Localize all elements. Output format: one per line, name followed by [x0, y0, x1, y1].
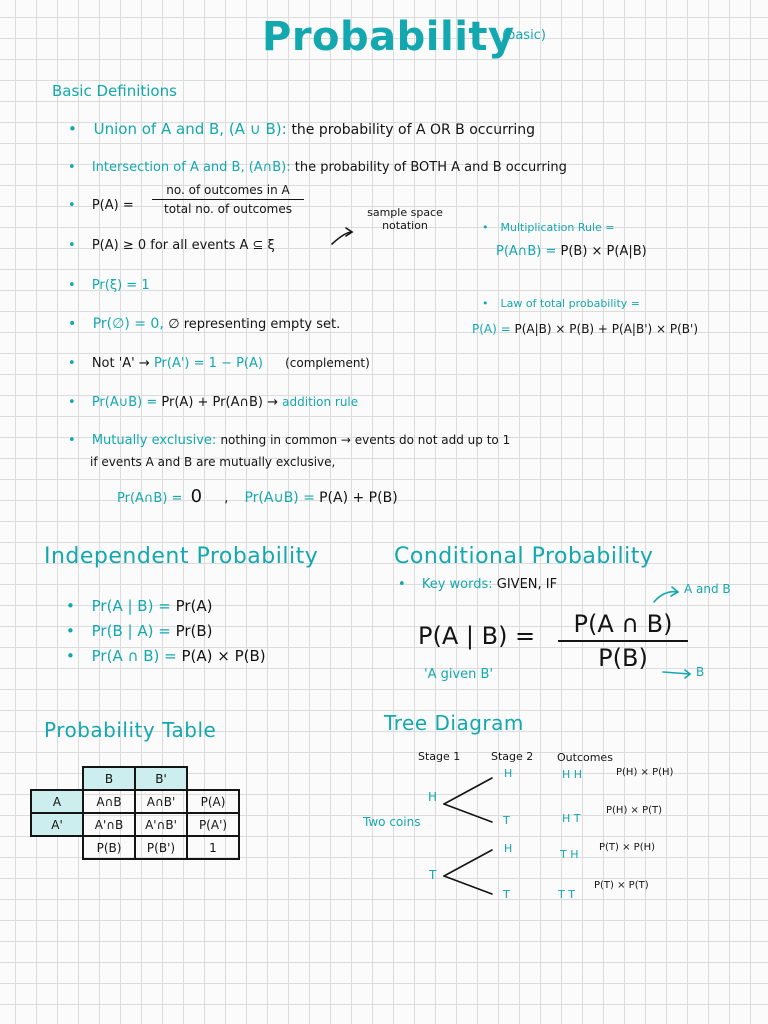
mutex-comma: ,	[224, 491, 229, 506]
total-rhs: P(A|B) × P(B) + P(A|B') × P(B')	[514, 322, 698, 336]
conditional-denominator: P(B)	[598, 644, 648, 672]
mutex-zero: 0	[190, 486, 203, 507]
union-label: Union of A and B, (A ∪ B):	[93, 120, 287, 138]
mult-heading: • Multiplication Rule =	[482, 221, 615, 234]
mult-rhs: P(B) × P(A|B)	[560, 244, 647, 259]
tree-outcome: H H	[562, 768, 583, 781]
addition-note: addition rule	[282, 395, 359, 409]
table-cell: A'∩B'	[135, 813, 187, 836]
tree-prob: P(T) × P(T)	[594, 880, 649, 891]
mutex-if: if events A and B are mutually exclusive,	[90, 455, 336, 469]
intersection-label: Intersection of A and B, (A∩B):	[91, 160, 291, 175]
table-cell: P(A')	[187, 813, 239, 836]
independent-line-3: • Pr(A ∩ B) = P(A) × P(B)	[66, 647, 266, 665]
table-total: P(B)	[83, 836, 135, 859]
tree-prob: P(H) × P(H)	[616, 767, 674, 778]
pa-nonneg: P(A) ≥ 0 for all events A ⊆ ξ	[91, 238, 275, 253]
conditional-heading: Conditional Probability	[394, 544, 654, 569]
tree-heading: Tree Diagram	[384, 711, 524, 735]
tree-branch	[444, 778, 492, 804]
tree-branch	[444, 850, 492, 876]
independent-heading: Independent Probability	[44, 544, 319, 569]
tree-outcome: T T	[558, 888, 575, 901]
conditional-numerator: P(A ∩ B)	[573, 610, 673, 638]
mutex-text: nothing in common → events do not add up to 1	[220, 433, 511, 447]
keywords-label: Key words:	[421, 577, 493, 592]
mutex-f2: Pr(A∪B) =	[244, 490, 315, 506]
table-row-label: A'	[31, 813, 83, 836]
complement-not: Not 'A' →	[91, 356, 150, 371]
b-arrow	[663, 672, 690, 674]
addition-formula: Pr(A∪B) =	[91, 395, 158, 410]
table-cell: P(A)	[187, 790, 239, 813]
basic-definitions-heading: Basic Definitions	[52, 82, 177, 100]
complement-formula: Pr(A') = 1 − P(A)	[153, 356, 263, 371]
table-total: 1	[187, 836, 239, 859]
pa-numerator: no. of outcomes in A	[166, 183, 290, 197]
union-text: the probability of A OR B occurring	[291, 122, 535, 138]
tree-branch	[444, 804, 492, 822]
tree-prob: P(H) × P(T)	[606, 805, 663, 816]
tree-node-t: T	[429, 868, 437, 882]
tree-outcome: T H	[560, 848, 579, 861]
tree-outcome: H T	[562, 812, 581, 825]
empty-text: ∅ representing empty set.	[168, 317, 341, 332]
table-heading: Probability Table	[44, 718, 217, 742]
tree-leaf: H	[504, 842, 513, 855]
page-title: Probability	[262, 14, 515, 60]
stage-1-label: Stage 1	[418, 750, 461, 763]
table-total: P(B')	[135, 836, 187, 859]
table-cell: A∩B'	[135, 790, 187, 813]
tree-prob: P(T) × P(H)	[599, 842, 656, 853]
mutex-label: Mutually exclusive:	[91, 433, 217, 448]
a-given-b: 'A given B'	[424, 667, 494, 682]
keywords: GIVEN, IF	[496, 577, 558, 592]
mutex-f2-rhs: P(A) + P(B)	[319, 490, 398, 506]
outcomes-label: Outcomes	[557, 751, 613, 764]
tree-leaf: T	[503, 814, 510, 827]
independent-line-1: • Pr(A | B) = Pr(A)	[66, 597, 212, 615]
pa-label: P(A) =	[91, 198, 134, 213]
sample-space-note: sample space notation	[367, 206, 443, 232]
table-cell: A'∩B	[83, 813, 135, 836]
table-col-b-prime: B'	[135, 767, 187, 790]
tree-node-h: H	[428, 790, 438, 804]
conditional-lhs: P(A | B) =	[418, 622, 536, 650]
pr-empty: Pr(∅) = 0,	[92, 316, 164, 332]
tree-branch	[444, 876, 492, 894]
two-coins-label: Two coins	[363, 815, 421, 829]
complement-note: (complement)	[285, 356, 370, 370]
mutex-f1: Pr(A∩B) =	[117, 491, 183, 506]
total-heading: • Law of total probability =	[482, 297, 640, 310]
independent-line-2: • Pr(B | A) = Pr(B)	[66, 622, 213, 640]
tree-leaf: H	[504, 767, 513, 780]
pr-xi: Pr(ξ) = 1	[91, 278, 150, 293]
note-b: B	[696, 665, 705, 679]
pa-denominator: total no. of outcomes	[164, 202, 292, 216]
tree-leaf: T	[503, 888, 510, 901]
title-note: (basic)	[502, 28, 546, 43]
table-cell: A∩B	[83, 790, 135, 813]
total-lhs: P(A) =	[472, 322, 511, 336]
intersection-text: the probability of BOTH A and B occurring	[294, 160, 567, 175]
mult-lhs: P(A∩B) =	[496, 244, 557, 259]
stage-2-label: Stage 2	[491, 750, 534, 763]
note-a-and-b: A and B	[684, 582, 731, 596]
table-col-b: B	[83, 767, 135, 790]
table-row-label: A	[31, 790, 83, 813]
addition-rhs: Pr(A) + Pr(A∩B) →	[161, 395, 279, 410]
